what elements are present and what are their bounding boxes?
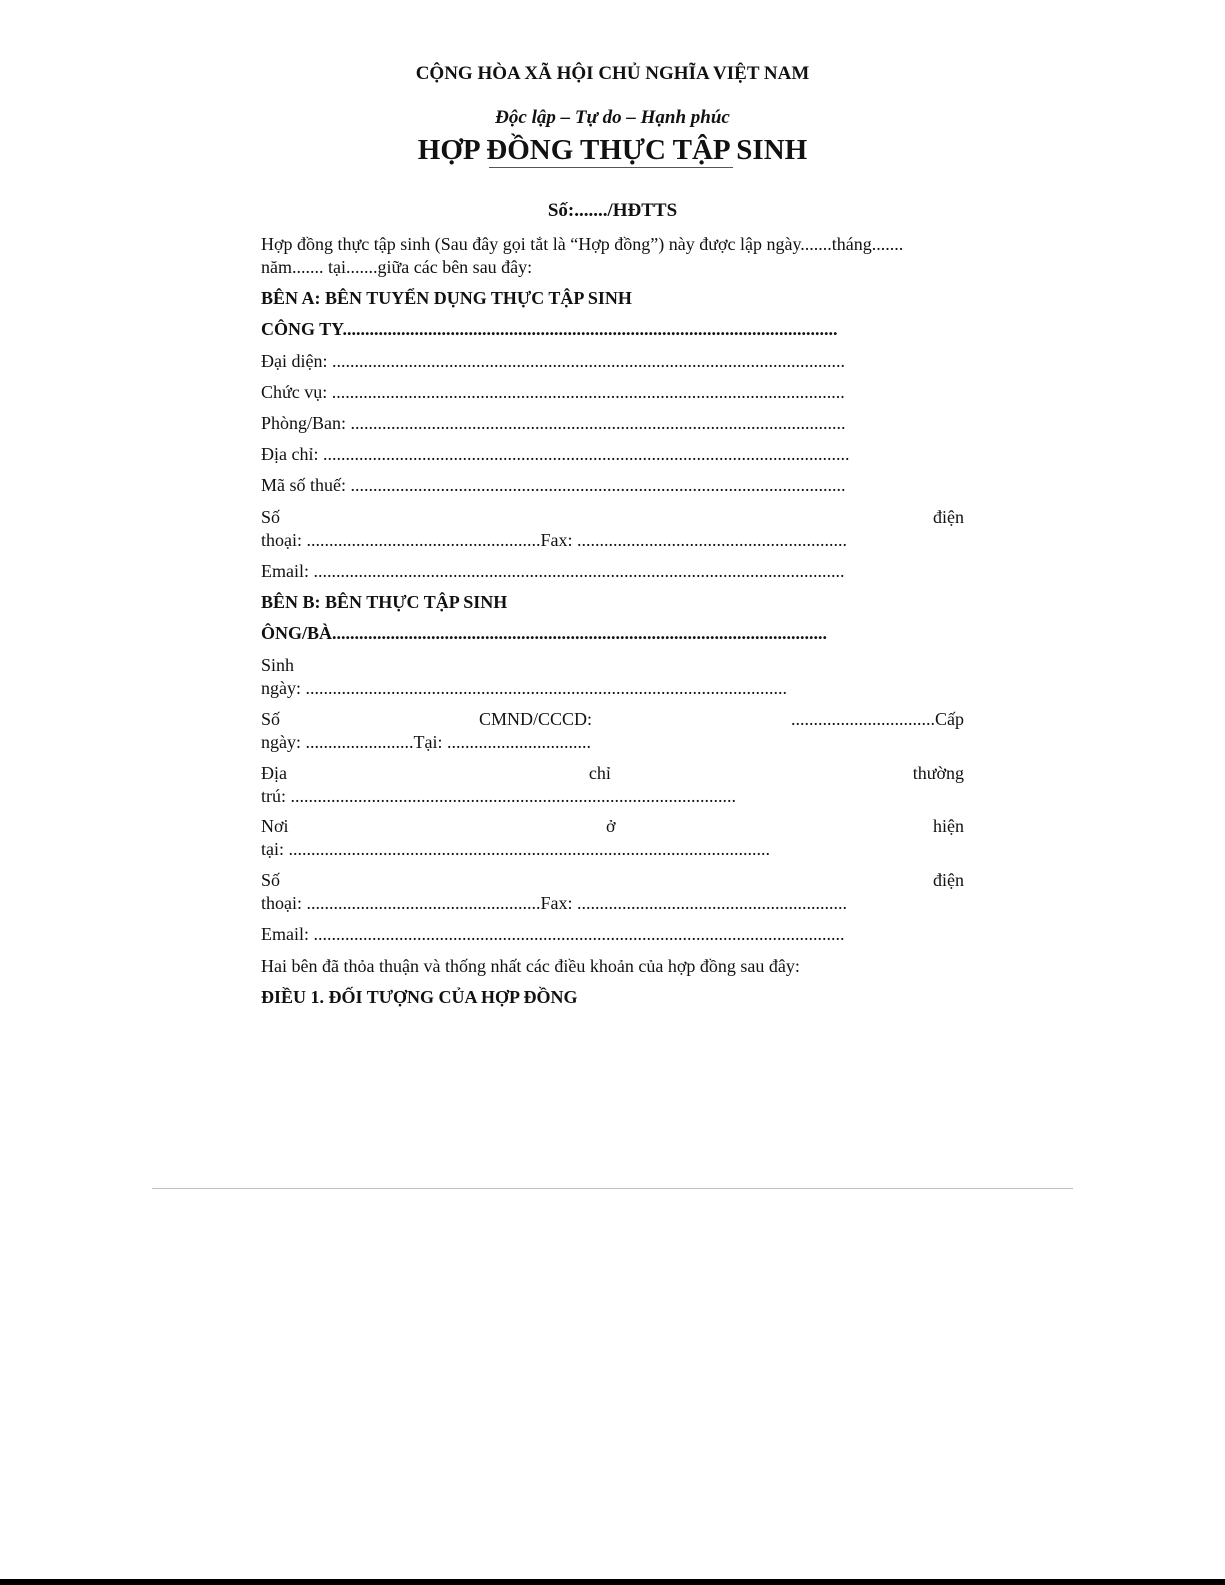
nation-heading: CỘNG HÒA XÃ HỘI CHỦ NGHĨA VIỆT NAM: [415, 63, 810, 84]
party-a-address: Địa chỉ: .....................................................................................................................: [261, 444, 850, 464]
party-b-perm-word-2: chỉ: [588, 763, 611, 783]
party-b-id-word-1: Số: [261, 709, 281, 729]
party-a-department: Phòng/Ban: ..............................................................................................................: [261, 413, 846, 433]
party-a-position: Chức vụ: ..................................................................................................................: [261, 382, 845, 402]
party-b-phone-word-1: Số: [261, 870, 281, 890]
party-b-current-label-row: [261, 815, 964, 837]
agreement-statement: Hai bên đã thỏa thuận và thống nhất các điều khoản của hợp đồng sau đây:: [261, 956, 800, 976]
party-b-curr-word-1: Nơi: [261, 816, 289, 836]
party-b-phone-word-2: điện: [933, 870, 964, 890]
party-a-phone-word-2: điện: [933, 507, 964, 527]
party-b-phone-label-row: [261, 869, 964, 891]
party-b-id-word-2: CMND/CCCD:: [478, 709, 593, 729]
contract-title: HỢP ĐỒNG THỰC TẬP SINH: [417, 134, 808, 166]
party-b-id-word-3: ................................Cấp: [790, 709, 964, 729]
intro-line-2: năm....... tại.......giữa các bên sau đây:: [261, 257, 533, 277]
party-b-name: ÔNG/BÀ..............................................................................................................: [261, 623, 828, 643]
party-b-id-issue: ngày: ........................Tại: ................................: [261, 732, 591, 752]
motto: Độc lập – Tự do – Hạnh phúc: [495, 107, 730, 128]
party-a-representative: Đại diện: ..................................................................................................................: [261, 351, 845, 371]
article-1-heading: ĐIỀU 1. ĐỐI TƯỢNG CỦA HỢP ĐỒNG: [261, 987, 578, 1007]
party-a-phone-word-1: Số: [261, 507, 281, 527]
party-a-email: Email: ......................................................................................................................: [261, 561, 845, 581]
page-separator: [152, 1188, 1073, 1189]
party-b-email: Email: ......................................................................................................................: [261, 924, 845, 944]
party-b-perm-word-3: thường: [912, 763, 964, 783]
party-a-phone-fax: thoại: ....................................................Fax: ............................................................: [261, 530, 847, 550]
party-b-permanent-label-row: [261, 762, 964, 784]
party-b-perm-word-1: Địa: [261, 763, 287, 783]
contract-number: Số:......./HĐTTS: [547, 200, 678, 221]
party-b-curr-word-3: hiện: [933, 816, 964, 836]
party-b-heading: BÊN B: BÊN THỰC TẬP SINH: [261, 592, 508, 612]
party-b-phone-fax: thoại: ....................................................Fax: ............................................................: [261, 893, 847, 913]
party-b-id-label-row: [261, 708, 964, 730]
party-b-curr-word-2: ở: [606, 816, 616, 836]
party-b-current-address: tại: ...........................................................................................................: [261, 839, 770, 859]
party-b-dob: ngày: ...........................................................................................................: [261, 678, 787, 698]
party-a-phone-label-row: [261, 506, 964, 528]
party-a-company: CÔNG TY..............................................................................................................: [261, 319, 838, 339]
intro-line-1: Hợp đồng thực tập sinh (Sau đây gọi tắt là “Hợp đồng”) này được lập ngày.......tháng.......: [261, 234, 904, 254]
party-a-tax-code: Mã số thuế: ..............................................................................................................: [261, 475, 846, 495]
title-underline: [489, 167, 733, 168]
party-a-heading: BÊN A: BÊN TUYỂN DỤNG THỰC TẬP SINH: [261, 288, 632, 308]
party-b-permanent-address: trú: ...................................................................................................: [261, 786, 736, 806]
party-b-dob-label: Sinh: [261, 655, 295, 675]
bottom-edge-bar: [0, 1579, 1225, 1585]
